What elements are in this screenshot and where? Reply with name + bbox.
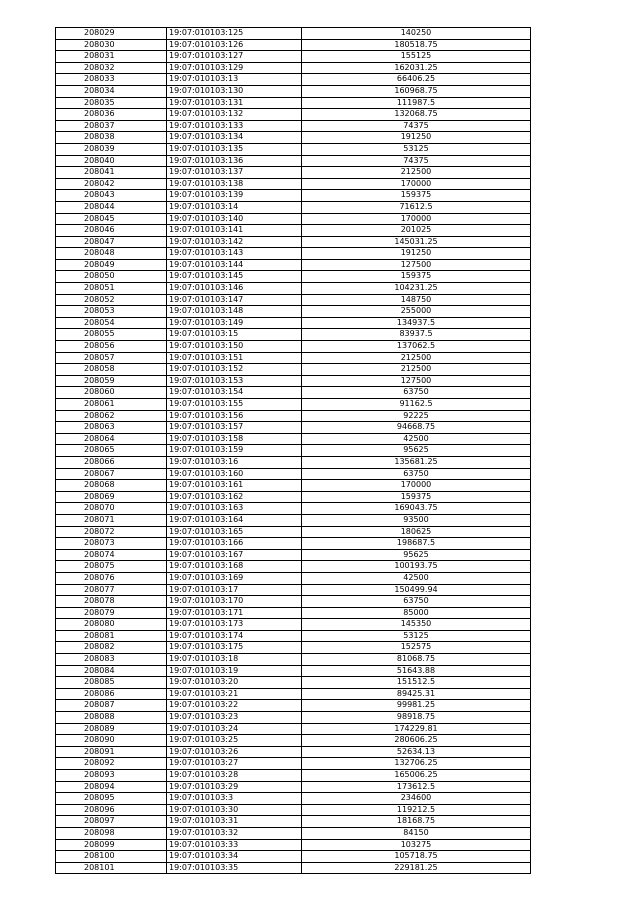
cadastral-number-cell: 19:07:010103:171 [167, 607, 302, 619]
table-row [56, 329, 531, 341]
value-cell: 74375 [302, 155, 531, 167]
row-number-cell: 208077 [56, 584, 167, 596]
value-cell: 170000 [302, 213, 531, 225]
cadastral-number-cell: 19:07:010103:148 [167, 306, 302, 318]
value-cell: 51643.88 [302, 665, 531, 677]
cadastral-number-cell: 19:07:010103:139 [167, 190, 302, 202]
row-number-cell: 208083 [56, 654, 167, 666]
table-row [56, 422, 531, 434]
value-cell: 95625 [302, 445, 531, 457]
table-row [56, 526, 531, 538]
value-cell: 132706.25 [302, 758, 531, 770]
table-row [56, 503, 531, 515]
table-body [56, 28, 531, 874]
value-cell: 198687.5 [302, 538, 531, 550]
row-number-cell: 208036 [56, 109, 167, 121]
value-cell: 201025 [302, 225, 531, 237]
value-cell: 103275 [302, 839, 531, 851]
row-number-cell: 208040 [56, 155, 167, 167]
row-number-cell: 208084 [56, 665, 167, 677]
table-row [56, 167, 531, 179]
table-row [56, 236, 531, 248]
row-number-cell: 208058 [56, 364, 167, 376]
row-number-cell: 208059 [56, 375, 167, 387]
value-cell: 63750 [302, 387, 531, 399]
table-row [56, 190, 531, 202]
table-row [56, 630, 531, 642]
row-number-cell: 208055 [56, 329, 167, 341]
row-number-cell: 208095 [56, 793, 167, 805]
value-cell: 180625 [302, 526, 531, 538]
table-row [56, 39, 531, 51]
cadastral-number-cell: 19:07:010103:3 [167, 793, 302, 805]
value-cell: 94668.75 [302, 422, 531, 434]
value-cell: 71612.5 [302, 201, 531, 213]
cadastral-number-cell: 19:07:010103:134 [167, 132, 302, 144]
table-row [56, 862, 531, 874]
row-number-cell: 208085 [56, 677, 167, 689]
value-cell: 140250 [302, 28, 531, 40]
row-number-cell: 208037 [56, 120, 167, 132]
row-number-cell: 208092 [56, 758, 167, 770]
cadastral-number-cell: 19:07:010103:25 [167, 735, 302, 747]
row-number-cell: 208071 [56, 514, 167, 526]
row-number-cell: 208082 [56, 642, 167, 654]
cadastral-number-cell: 19:07:010103:24 [167, 723, 302, 735]
value-cell: 155125 [302, 51, 531, 63]
value-cell: 63750 [302, 468, 531, 480]
row-number-cell: 208101 [56, 862, 167, 874]
cadastral-number-cell: 19:07:010103:21 [167, 688, 302, 700]
table-row [56, 143, 531, 155]
table-row [56, 607, 531, 619]
cadastral-number-cell: 19:07:010103:168 [167, 561, 302, 573]
row-number-cell: 208030 [56, 39, 167, 51]
cadastral-number-cell: 19:07:010103:164 [167, 514, 302, 526]
table-row [56, 538, 531, 550]
value-cell: 119212.5 [302, 804, 531, 816]
table-row [56, 352, 531, 364]
cadastral-number-cell: 19:07:010103:147 [167, 294, 302, 306]
table-row [56, 827, 531, 839]
value-cell: 52634.13 [302, 746, 531, 758]
value-cell: 229181.25 [302, 862, 531, 874]
table-row [56, 549, 531, 561]
row-number-cell: 208061 [56, 399, 167, 411]
table-row [56, 851, 531, 863]
cadastral-number-cell: 19:07:010103:131 [167, 97, 302, 109]
row-number-cell: 208081 [56, 630, 167, 642]
value-cell: 135681.25 [302, 456, 531, 468]
value-cell: 92225 [302, 410, 531, 422]
row-number-cell: 208093 [56, 770, 167, 782]
table-row [56, 74, 531, 86]
row-number-cell: 208054 [56, 317, 167, 329]
table-row [56, 132, 531, 144]
table-row [56, 51, 531, 63]
value-cell: 145031.25 [302, 236, 531, 248]
table-row [56, 665, 531, 677]
row-number-cell: 208069 [56, 491, 167, 503]
cadastral-number-cell: 19:07:010103:157 [167, 422, 302, 434]
cadastral-number-cell: 19:07:010103:174 [167, 630, 302, 642]
row-number-cell: 208038 [56, 132, 167, 144]
value-cell: 74375 [302, 120, 531, 132]
value-cell: 255000 [302, 306, 531, 318]
cadastral-number-cell: 19:07:010103:126 [167, 39, 302, 51]
table-row [56, 723, 531, 735]
row-number-cell: 208045 [56, 213, 167, 225]
table-row [56, 271, 531, 283]
cadastral-number-cell: 19:07:010103:28 [167, 770, 302, 782]
value-cell: 159375 [302, 271, 531, 283]
value-cell: 151512.5 [302, 677, 531, 689]
table-row [56, 201, 531, 213]
value-cell: 145350 [302, 619, 531, 631]
cadastral-number-cell: 19:07:010103:160 [167, 468, 302, 480]
value-cell: 85000 [302, 607, 531, 619]
value-cell: 42500 [302, 433, 531, 445]
cadastral-number-cell: 19:07:010103:165 [167, 526, 302, 538]
table-row [56, 793, 531, 805]
row-number-cell: 208041 [56, 167, 167, 179]
table-row [56, 97, 531, 109]
value-cell: 212500 [302, 167, 531, 179]
data-table [55, 27, 531, 874]
cadastral-number-cell: 19:07:010103:151 [167, 352, 302, 364]
value-cell: 212500 [302, 352, 531, 364]
row-number-cell: 208034 [56, 85, 167, 97]
table-row [56, 700, 531, 712]
row-number-cell: 208087 [56, 700, 167, 712]
value-cell: 170000 [302, 480, 531, 492]
table-row [56, 341, 531, 353]
cadastral-number-cell: 19:07:010103:152 [167, 364, 302, 376]
row-number-cell: 208033 [56, 74, 167, 86]
table-row [56, 491, 531, 503]
table-row [56, 758, 531, 770]
value-cell: 42500 [302, 572, 531, 584]
cadastral-number-cell: 19:07:010103:169 [167, 572, 302, 584]
value-cell: 98918.75 [302, 712, 531, 724]
row-number-cell: 208070 [56, 503, 167, 515]
table-row [56, 456, 531, 468]
cadastral-number-cell: 19:07:010103:161 [167, 480, 302, 492]
row-number-cell: 208039 [56, 143, 167, 155]
value-cell: 132068.75 [302, 109, 531, 121]
table-row [56, 572, 531, 584]
value-cell: 18168.75 [302, 816, 531, 828]
table-row [56, 294, 531, 306]
cadastral-number-cell: 19:07:010103:167 [167, 549, 302, 561]
cadastral-number-cell: 19:07:010103:143 [167, 248, 302, 260]
table-row [56, 561, 531, 573]
table-row [56, 109, 531, 121]
cadastral-number-cell: 19:07:010103:158 [167, 433, 302, 445]
table-row [56, 283, 531, 295]
value-cell: 93500 [302, 514, 531, 526]
cadastral-number-cell: 19:07:010103:150 [167, 341, 302, 353]
cadastral-number-cell: 19:07:010103:33 [167, 839, 302, 851]
table-row [56, 306, 531, 318]
cadastral-number-cell: 19:07:010103:19 [167, 665, 302, 677]
row-number-cell: 208090 [56, 735, 167, 747]
cadastral-number-cell: 19:07:010103:136 [167, 155, 302, 167]
table-row [56, 677, 531, 689]
value-cell: 134937.5 [302, 317, 531, 329]
cadastral-number-cell: 19:07:010103:127 [167, 51, 302, 63]
cadastral-number-cell: 19:07:010103:166 [167, 538, 302, 550]
cadastral-number-cell: 19:07:010103:145 [167, 271, 302, 283]
value-cell: 84150 [302, 827, 531, 839]
cadastral-number-cell: 19:07:010103:31 [167, 816, 302, 828]
value-cell: 95625 [302, 549, 531, 561]
table-row [56, 399, 531, 411]
row-number-cell: 208067 [56, 468, 167, 480]
table-row [56, 654, 531, 666]
value-cell: 127500 [302, 259, 531, 271]
row-number-cell: 208057 [56, 352, 167, 364]
row-number-cell: 208046 [56, 225, 167, 237]
table-row [56, 770, 531, 782]
row-number-cell: 208049 [56, 259, 167, 271]
value-cell: 160968.75 [302, 85, 531, 97]
table-row [56, 62, 531, 74]
cadastral-number-cell: 19:07:010103:20 [167, 677, 302, 689]
cadastral-number-cell: 19:07:010103:135 [167, 143, 302, 155]
row-number-cell: 208044 [56, 201, 167, 213]
table-row [56, 688, 531, 700]
row-number-cell: 208029 [56, 28, 167, 40]
table-row [56, 584, 531, 596]
table-row [56, 259, 531, 271]
value-cell: 174229.81 [302, 723, 531, 735]
row-number-cell: 208066 [56, 456, 167, 468]
cadastral-number-cell: 19:07:010103:159 [167, 445, 302, 457]
value-cell: 159375 [302, 190, 531, 202]
table-row [56, 248, 531, 260]
table-row [56, 445, 531, 457]
row-number-cell: 208073 [56, 538, 167, 550]
value-cell: 159375 [302, 491, 531, 503]
row-number-cell: 208074 [56, 549, 167, 561]
row-number-cell: 208065 [56, 445, 167, 457]
cadastral-number-cell: 19:07:010103:140 [167, 213, 302, 225]
cadastral-number-cell: 19:07:010103:133 [167, 120, 302, 132]
value-cell: 63750 [302, 596, 531, 608]
row-number-cell: 208079 [56, 607, 167, 619]
table-row [56, 364, 531, 376]
table-row [56, 596, 531, 608]
value-cell: 180518.75 [302, 39, 531, 51]
value-cell: 111987.5 [302, 97, 531, 109]
value-cell: 150499.94 [302, 584, 531, 596]
row-number-cell: 208051 [56, 283, 167, 295]
cadastral-number-cell: 19:07:010103:137 [167, 167, 302, 179]
table-row [56, 468, 531, 480]
cadastral-number-cell: 19:07:010103:173 [167, 619, 302, 631]
cadastral-number-cell: 19:07:010103:170 [167, 596, 302, 608]
row-number-cell: 208056 [56, 341, 167, 353]
cadastral-number-cell: 19:07:010103:163 [167, 503, 302, 515]
row-number-cell: 208099 [56, 839, 167, 851]
table-row [56, 619, 531, 631]
value-cell: 148750 [302, 294, 531, 306]
value-cell: 173612.5 [302, 781, 531, 793]
cadastral-number-cell: 19:07:010103:22 [167, 700, 302, 712]
row-number-cell: 208053 [56, 306, 167, 318]
cadastral-number-cell: 19:07:010103:149 [167, 317, 302, 329]
value-cell: 191250 [302, 132, 531, 144]
cadastral-number-cell: 19:07:010103:142 [167, 236, 302, 248]
row-number-cell: 208068 [56, 480, 167, 492]
row-number-cell: 208096 [56, 804, 167, 816]
cadastral-number-cell: 19:07:010103:30 [167, 804, 302, 816]
table-row [56, 480, 531, 492]
cadastral-number-cell: 19:07:010103:155 [167, 399, 302, 411]
row-number-cell: 208100 [56, 851, 167, 863]
cadastral-number-cell: 19:07:010103:154 [167, 387, 302, 399]
cadastral-number-cell: 19:07:010103:35 [167, 862, 302, 874]
value-cell: 81068.75 [302, 654, 531, 666]
table-row [56, 410, 531, 422]
cadastral-number-cell: 19:07:010103:23 [167, 712, 302, 724]
value-cell: 234600 [302, 793, 531, 805]
table-row [56, 781, 531, 793]
value-cell: 280606.25 [302, 735, 531, 747]
table-row [56, 28, 531, 40]
cadastral-number-cell: 19:07:010103:18 [167, 654, 302, 666]
row-number-cell: 208076 [56, 572, 167, 584]
cadastral-number-cell: 19:07:010103:132 [167, 109, 302, 121]
table-row [56, 85, 531, 97]
row-number-cell: 208075 [56, 561, 167, 573]
cadastral-number-cell: 19:07:010103:29 [167, 781, 302, 793]
table-row [56, 735, 531, 747]
table-row [56, 213, 531, 225]
value-cell: 169043.75 [302, 503, 531, 515]
table-row [56, 514, 531, 526]
value-cell: 127500 [302, 375, 531, 387]
cadastral-number-cell: 19:07:010103:26 [167, 746, 302, 758]
cadastral-number-cell: 19:07:010103:13 [167, 74, 302, 86]
value-cell: 89425.31 [302, 688, 531, 700]
value-cell: 152575 [302, 642, 531, 654]
row-number-cell: 208088 [56, 712, 167, 724]
cadastral-number-cell: 19:07:010103:156 [167, 410, 302, 422]
row-number-cell: 208064 [56, 433, 167, 445]
cadastral-number-cell: 19:07:010103:15 [167, 329, 302, 341]
row-number-cell: 208052 [56, 294, 167, 306]
row-number-cell: 208089 [56, 723, 167, 735]
row-number-cell: 208078 [56, 596, 167, 608]
value-cell: 170000 [302, 178, 531, 190]
row-number-cell: 208091 [56, 746, 167, 758]
row-number-cell: 208072 [56, 526, 167, 538]
table-row [56, 746, 531, 758]
cadastral-number-cell: 19:07:010103:138 [167, 178, 302, 190]
value-cell: 83937.5 [302, 329, 531, 341]
value-cell: 91162.5 [302, 399, 531, 411]
row-number-cell: 208032 [56, 62, 167, 74]
cadastral-number-cell: 19:07:010103:32 [167, 827, 302, 839]
cadastral-number-cell: 19:07:010103:34 [167, 851, 302, 863]
row-number-cell: 208062 [56, 410, 167, 422]
table-row [56, 120, 531, 132]
row-number-cell: 208060 [56, 387, 167, 399]
value-cell: 105718.75 [302, 851, 531, 863]
cadastral-number-cell: 19:07:010103:146 [167, 283, 302, 295]
value-cell: 99981.25 [302, 700, 531, 712]
cadastral-number-cell: 19:07:010103:17 [167, 584, 302, 596]
value-cell: 137062.5 [302, 341, 531, 353]
row-number-cell: 208086 [56, 688, 167, 700]
row-number-cell: 208098 [56, 827, 167, 839]
value-cell: 191250 [302, 248, 531, 260]
table-row [56, 225, 531, 237]
row-number-cell: 208048 [56, 248, 167, 260]
table-row [56, 178, 531, 190]
row-number-cell: 208035 [56, 97, 167, 109]
row-number-cell: 208097 [56, 816, 167, 828]
cadastral-number-cell: 19:07:010103:162 [167, 491, 302, 503]
row-number-cell: 208031 [56, 51, 167, 63]
table-row [56, 804, 531, 816]
row-number-cell: 208080 [56, 619, 167, 631]
table-row [56, 317, 531, 329]
table-row [56, 155, 531, 167]
value-cell: 53125 [302, 143, 531, 155]
value-cell: 100193.75 [302, 561, 531, 573]
cadastral-number-cell: 19:07:010103:14 [167, 201, 302, 213]
table-row [56, 375, 531, 387]
row-number-cell: 208043 [56, 190, 167, 202]
cadastral-number-cell: 19:07:010103:129 [167, 62, 302, 74]
row-number-cell: 208050 [56, 271, 167, 283]
table-row [56, 839, 531, 851]
value-cell: 212500 [302, 364, 531, 376]
cadastral-number-cell: 19:07:010103:153 [167, 375, 302, 387]
value-cell: 66406.25 [302, 74, 531, 86]
table-row [56, 816, 531, 828]
table-row [56, 387, 531, 399]
cadastral-number-cell: 19:07:010103:16 [167, 456, 302, 468]
cadastral-number-cell: 19:07:010103:175 [167, 642, 302, 654]
table-row [56, 433, 531, 445]
table-row [56, 642, 531, 654]
cadastral-number-cell: 19:07:010103:125 [167, 28, 302, 40]
cadastral-number-cell: 19:07:010103:144 [167, 259, 302, 271]
value-cell: 165006.25 [302, 770, 531, 782]
row-number-cell: 208047 [56, 236, 167, 248]
row-number-cell: 208063 [56, 422, 167, 434]
cadastral-number-cell: 19:07:010103:27 [167, 758, 302, 770]
value-cell: 104231.25 [302, 283, 531, 295]
cadastral-number-cell: 19:07:010103:141 [167, 225, 302, 237]
value-cell: 162031.25 [302, 62, 531, 74]
cadastral-number-cell: 19:07:010103:130 [167, 85, 302, 97]
value-cell: 53125 [302, 630, 531, 642]
row-number-cell: 208042 [56, 178, 167, 190]
table-row [56, 712, 531, 724]
row-number-cell: 208094 [56, 781, 167, 793]
